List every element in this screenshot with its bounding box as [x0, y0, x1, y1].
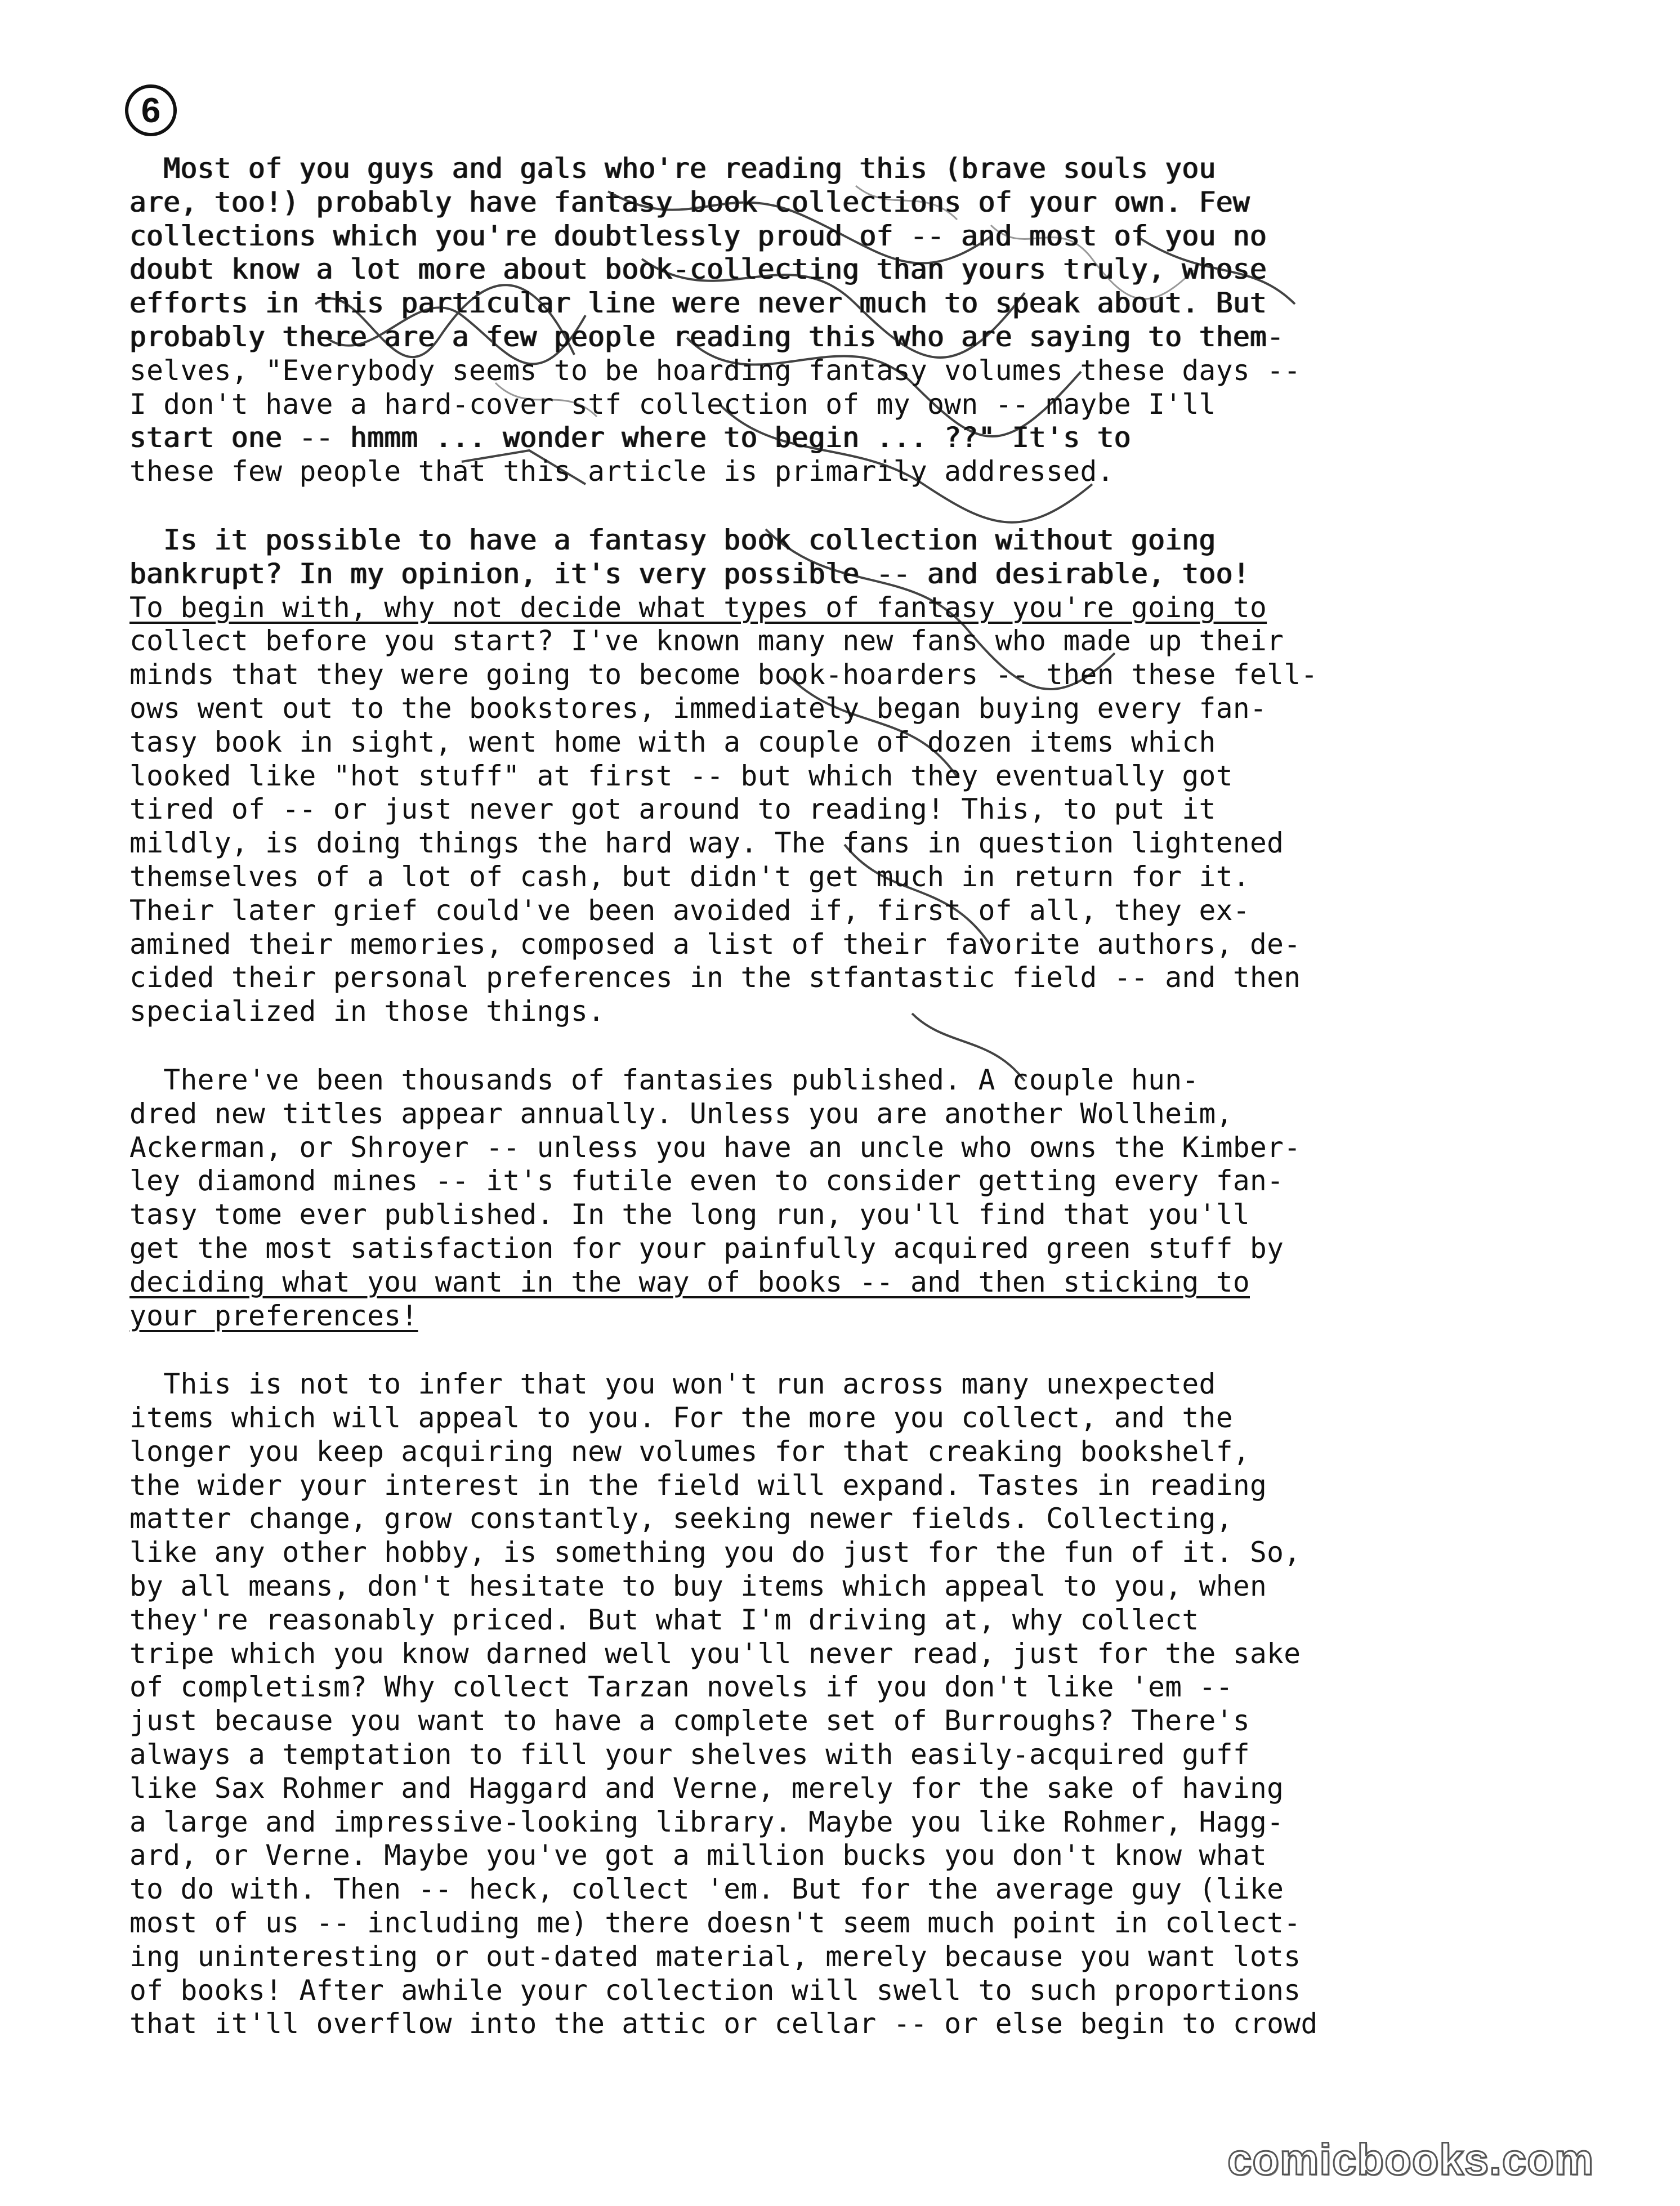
text-line: tasy tome ever published. In the long run, you'll find that you'll — [129, 1198, 1250, 1231]
text-line: Their later grief could've been avoided if, first of all, they ex- — [129, 894, 1250, 927]
text-line: looked like "hot stuff" at first -- but which they eventually got — [129, 759, 1233, 792]
text-line: matter change, grow constantly, seeking newer fields. Collecting, — [129, 1502, 1233, 1535]
text-line: most of us -- including me) there doesn't seem much point in collect- — [129, 1906, 1301, 1940]
text-line: of books! After awhile your collection will swell to such proportions — [129, 1973, 1301, 2007]
text-line: items which will appeal to you. For the more you collect, and the — [129, 1401, 1233, 1435]
text-line: like Sax Rohmer and Haggard and Verne, merely for the sake of having — [129, 1771, 1284, 1805]
text-line: just because you want to have a complete set of Burroughs? There's — [129, 1704, 1250, 1738]
text-line: tasy book in sight, went home with a couple of dozen items which — [129, 725, 1216, 758]
text-line: Is it possible to have a fantasy book collection without going — [129, 523, 1216, 556]
text-line: these few people that this article is primarily addressed. — [129, 455, 1114, 488]
text-line: like any other hobby, is something you do just for the fun of it. So, — [129, 1536, 1301, 1569]
paragraph-intro — [129, 152, 1548, 489]
text-line: selves, "Everybody seems to be hoarding fantasy volumes these days -- — [129, 354, 1301, 387]
text-line: ard, or Verne. Maybe you've got a million bucks you don't know what — [129, 1839, 1267, 1872]
text-line: by all means, don't hesitate to buy items which appeal to you, when — [129, 1570, 1267, 1603]
text-line-underlined: deciding what you want in the way of books -- and then sticking to — [129, 1265, 1250, 1298]
text-line: get the most satisfaction for your painfully acquired green stuff by — [129, 1231, 1284, 1265]
text-line: bankrupt? In my opinion, it's very possible -- and desirable, too! — [129, 557, 1250, 590]
text-line: doubt know a lot more about book-collecting than yours truly, whose — [129, 253, 1267, 286]
text-line: the wider your interest in the field will expand. Tastes in reading — [129, 1468, 1267, 1502]
text-line: a large and impressive-looking library. Maybe you like Rohmer, Hagg- — [129, 1805, 1284, 1838]
text-line: to do with. Then -- heck, collect 'em. But for the average guy (like — [129, 1873, 1284, 1906]
text-line: This is not to infer that you won't run across many unexpected — [129, 1368, 1216, 1401]
text-line: always a temptation to fill your shelves with easily-acquired guff — [129, 1738, 1250, 1771]
text-line: tripe which you know darned well you'll never read, just for the sake — [129, 1637, 1301, 1670]
text-line: that it'll overflow into the attic or cellar -- or else begin to crowd — [129, 2007, 1318, 2040]
text-line: I don't have a hard-cover stf collection of my own -- maybe I'll — [129, 387, 1216, 421]
text-line: amined their memories, composed a list of their favorite authors, de- — [129, 927, 1301, 961]
paragraph-bankrupt — [129, 524, 1548, 1029]
text-line: dred new titles appear annually. Unless you are another Wollheim, — [129, 1097, 1233, 1130]
text-line: efforts in this particular line were never much to speak about. But — [129, 287, 1267, 320]
text-line: Most of you guys and gals who're reading this (brave souls you — [129, 152, 1216, 185]
text-line: longer you keep acquiring new volumes for that creaking bookshelf, — [129, 1435, 1250, 1468]
text-line: tired of -- or just never got around to reading! This, to put it — [129, 793, 1216, 826]
text-line: ows went out to the bookstores, immediately began buying every fan- — [129, 691, 1267, 725]
text-line: ing uninteresting or out-dated material, merely because you want lots — [129, 1940, 1301, 1973]
text-line: they're reasonably priced. But what I'm driving at, why collect — [129, 1603, 1199, 1636]
text-line: probably there are a few people reading this who are saying to them- — [129, 320, 1284, 353]
text-line: themselves of a lot of cash, but didn't get much in return for it. — [129, 860, 1250, 893]
text-line: start one -- hmmm ... wonder where to begin ... ??" It's to — [129, 421, 1131, 454]
article-body — [129, 152, 1548, 2076]
text-line: ley diamond mines -- it's futile even to consider getting every fan- — [129, 1164, 1284, 1198]
paragraph-thousands — [129, 1064, 1548, 1333]
text-line: collect before you start? I've known many new fans who made up their — [129, 624, 1284, 658]
text-line: There've been thousands of fantasies published. A couple hun- — [129, 1063, 1199, 1096]
text-line: collections which you're doubtlessly proud of -- and most of you no — [129, 219, 1267, 252]
page-number: 6 — [125, 84, 177, 136]
text-line-underlined: To begin with, why not decide what types of fantasy you're going to — [129, 591, 1267, 624]
text-line: cided their personal preferences in the stfantastic field -- and then — [129, 961, 1301, 994]
text-line: Ackerman, or Shroyer -- unless you have an uncle who owns the Kimber- — [129, 1131, 1301, 1164]
text-line: of completism? Why collect Tarzan novels if you don't like 'em -- — [129, 1671, 1233, 1704]
watermark-logo: comicbooks.com — [1227, 2134, 1594, 2184]
text-line: specialized in those things. — [129, 995, 605, 1028]
text-line: are, too!) probably have fantasy book collections of your own. Few — [129, 185, 1250, 218]
text-line: minds that they were going to become book-hoarders -- then these fell- — [129, 658, 1318, 691]
paragraph-infer — [129, 1368, 1548, 2041]
text-line: mildly, is doing things the hard way. The fans in question lightened — [129, 827, 1284, 860]
text-line-underlined: your preferences! — [129, 1299, 418, 1332]
